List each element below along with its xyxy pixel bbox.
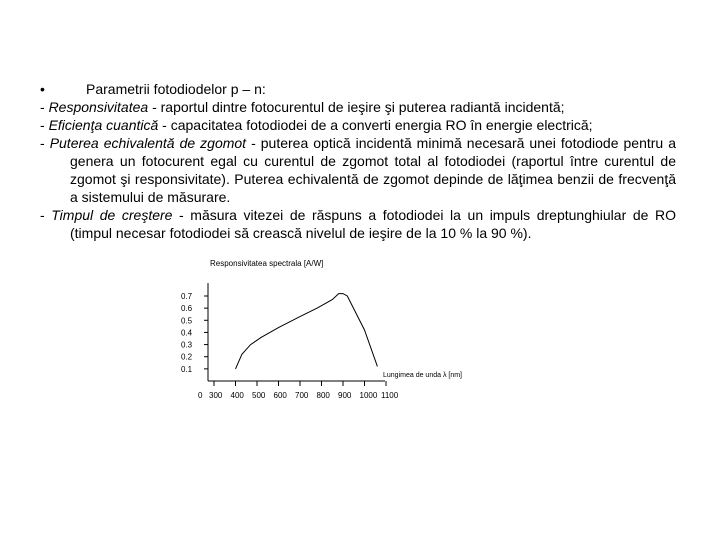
definition-puterea: - puterea optică incidentă minimă necesară unei fotodiode pentru a genera un fotocurent egal cu curentul de zgomot total al fotodiodei (raportul între curentul de zgomot şi responsivitate). Puterea echivalentă de zgomot depinde de lăţimea benzii de frecvenţă a sistemului de măsurare. [70,135,677,205]
definition-responsivitatea: - raportul dintre fotocurentul de ieşire şi puterea radiantă incidentă; [148,99,565,115]
x-tick-label: 300 [209,391,223,400]
y-tick-label: 0.6 [181,304,193,314]
bullet: • [40,81,45,97]
y-tick-label: 0.7 [181,292,193,301]
definition-timpul: - măsura vitezei de răspuns a fotodiodei la un impuls dreptunghiular de RO (timpul necesar fotodiodei să crească nivelul de ieşire de la 10 % la 90 %). [70,207,676,241]
y-ticks [181,292,208,374]
x-tick-label: 800 [316,391,330,400]
x-tick-label: 1000 [359,391,378,400]
y-axis-label: Responsivitatea spectrala [A/W] [210,259,324,268]
y-tick-label: 0.1 [181,364,193,374]
term-eficienta: Eficienţa cuantică [48,117,159,133]
item-prefix: - [40,207,52,223]
x-tick-label: 900 [338,391,352,400]
y-tick-label: 0.4 [181,328,193,338]
origin-label: 0 [198,391,203,400]
x-tick-label: 700 [295,391,309,400]
x-tick-label: 400 [230,391,244,400]
y-tick-label: 0.2 [181,352,193,362]
term-puterea: Puterea echivalentă de zgomot [49,135,247,151]
item-prefix: - [40,117,49,133]
x-tick-label: 600 [273,391,287,400]
x-ticks [209,381,399,400]
heading: Parametrii fotodiodelor p – n: [86,81,266,97]
y-tick-label: 0.5 [181,316,193,326]
term-responsivitatea: Responsivitatea [48,99,149,115]
responsivity-curve [236,294,378,369]
x-tick-label: 1100 [381,391,399,400]
x-tick-label: 500 [252,391,266,400]
item-prefix: - [40,135,50,151]
x-axis-label: Lungimea de unda λ [nm] [383,372,462,379]
item-prefix: - [40,99,49,115]
definition-eficienta: - capacitatea fotodiodei de a converti energia RO în energie electrică; [158,117,593,133]
term-timpul: Timpul de creştere [51,207,173,223]
y-tick-label: 0.3 [181,340,193,350]
